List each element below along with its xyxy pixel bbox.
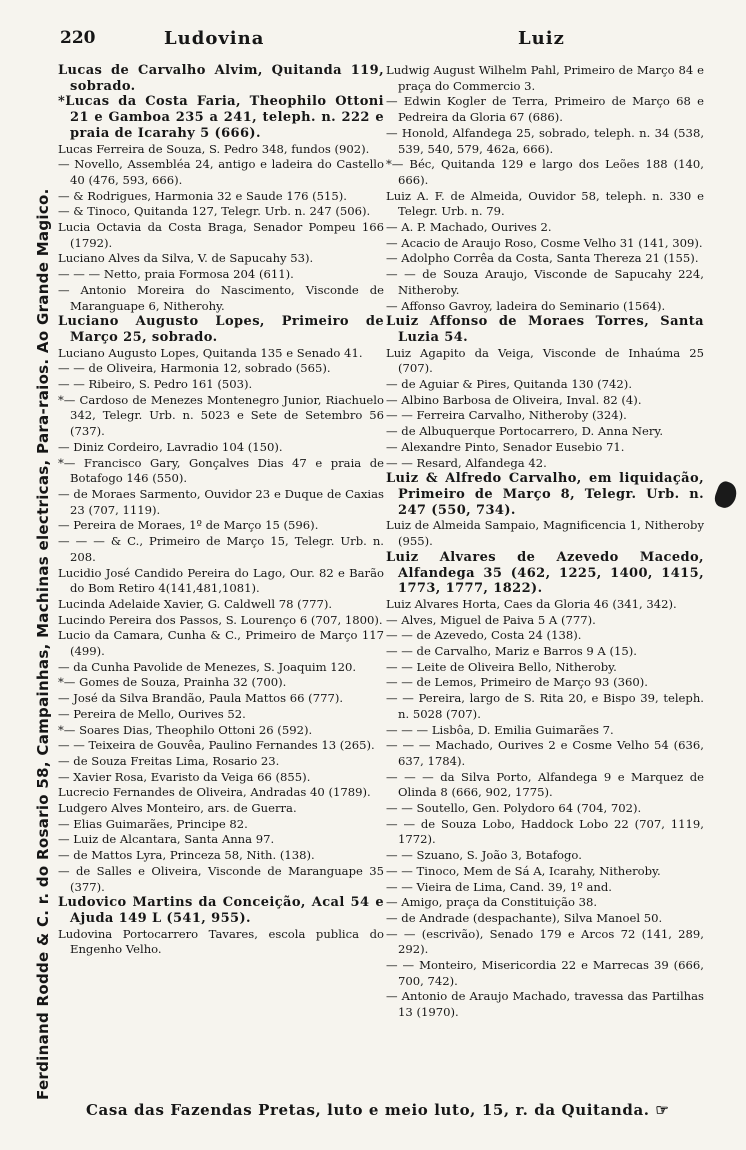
- directory-entry: — — de Oliveira, Harmonia 12, sobrado (565).: [58, 361, 331, 376]
- directory-entry: Luciano Augusto Lopes, Primeiro de Março 25, sobrado.: [58, 314, 384, 345]
- directory-entry: — — Ferreira Carvalho, Nitheroby (324).: [386, 408, 627, 423]
- directory-entry: — Xavier Rosa, Evaristo da Veiga 66 (855).: [58, 769, 311, 784]
- directory-entry: Ludwig August Wilhelm Pahl, Primeiro de Março 84 e praça do Commercio 3.: [386, 63, 704, 93]
- directory-entry: — — — Lisbôa, D. Emilia Guimarães 7.: [386, 722, 614, 737]
- directory-entry: Luiz Affonso de Moraes Torres, Santa Luzia 54.: [386, 314, 704, 345]
- directory-entry: Luiz & Alfredo Carvalho, em liquidação, Primeiro de Março 8, Telegr. Urb. n. 247 (550, 734).: [386, 471, 704, 518]
- directory-entry: — Albino Barbosa de Oliveira, Inval. 82 (4).: [386, 392, 642, 407]
- directory-entry: Lucas de Carvalho Alvim, Quitanda 119, sobrado.: [58, 63, 384, 94]
- directory-entry: Luciano Augusto Lopes, Quitanda 135 e Senado 41.: [58, 345, 363, 360]
- directory-entry: Ludovina Portocarrero Tavares, escola publica do Engenho Velho.: [58, 926, 384, 957]
- right-running-head: Luiz: [518, 28, 565, 49]
- directory-entry: *— Cardoso de Menezes Montenegro Junior, Riachuelo 342, Telegr. Urb. n. 5023 e Sete de Setembro 56 (737).: [58, 392, 384, 439]
- ink-blot: [712, 479, 740, 510]
- directory-entry: — — Pereira, largo de S. Rita 20, e Bispo 39, teleph. n. 5028 (707).: [386, 691, 704, 721]
- directory-entry: — Antonio de Araujo Machado, travessa das Partilhas 13 (1970).: [386, 989, 704, 1020]
- directory-entry: — A. P. Machado, Ourives 2.: [386, 220, 552, 235]
- directory-entry: — — de Lemos, Primeiro de Março 93 (360).: [386, 675, 648, 690]
- directory-entry: — de Mattos Lyra, Princeza 58, Nith. (138).: [58, 848, 315, 863]
- directory-entry: — — — Machado, Ourives 2 e Cosme Velho 54 (636, 637, 1784).: [386, 738, 704, 768]
- directory-entry: — Alexandre Pinto, Senador Eusebio 71.: [386, 439, 625, 454]
- directory-entry: Luiz Alvares de Azevedo Macedo, Alfandega 35 (462, 1225, 1400, 1415, 1773, 1777, 1822).: [386, 549, 704, 597]
- directory-entry: *— Soares Dias, Theophilo Ottoni 26 (592).: [58, 722, 313, 737]
- directory-entry: Ludovico Martins da Conceição, Acal 54 e Ajuda 149 L (541, 955).: [58, 895, 384, 926]
- directory-entry: — de Albuquerque Portocarrero, D. Anna Nery.: [386, 424, 664, 439]
- directory-entry: Luciano Alves da Silva, V. de Sapucahy 53).: [58, 251, 314, 266]
- directory-entry: — — (escrivão), Senado 179 e Arcos 72 (141, 289, 292).: [386, 926, 704, 957]
- directory-entry: — Diniz Cordeiro, Lavradio 104 (150).: [58, 439, 283, 454]
- directory-entry: — Luiz de Alcantara, Santa Anna 97.: [58, 832, 275, 847]
- directory-entry: — José da Silva Brandão, Paula Mattos 66 (777).: [58, 691, 344, 706]
- directory-entry: — de Aguiar & Pires, Quitanda 130 (742).: [386, 377, 633, 392]
- left-running-head: Ludovina: [164, 28, 265, 49]
- directory-entry: — — de Azevedo, Costa 24 (138).: [386, 628, 582, 643]
- directory-entry: — de Salles e Oliveira, Visconde de Maranguape 35 (377).: [58, 863, 384, 894]
- directory-entry: — Edwin Kogler de Terra, Primeiro de Março 68 e Pedreira da Gloria 67 (686).: [386, 94, 704, 125]
- page-number: 220: [60, 28, 96, 48]
- right-column: [386, 63, 704, 1021]
- directory-entry: Luiz Agapito da Veiga, Visconde de Inhaúma 25 (707).: [386, 345, 704, 376]
- left-column: [58, 63, 384, 958]
- directory-entry: — Amigo, praça da Constituição 38.: [386, 895, 598, 910]
- directory-entry: — da Cunha Pavolide de Menezes, S. Joaquim 120.: [58, 659, 357, 674]
- directory-entry: — & Rodrigues, Harmonia 32 e Saude 176 (515).: [58, 188, 347, 203]
- directory-entry: *— Béc, Quitanda 129 e largo dos Leões 188 (140, 666).: [386, 157, 704, 187]
- directory-entry: — de Andrade (despachante), Silva Manoel 50.: [386, 910, 663, 925]
- directory-entry: — — Soutello, Gen. Polydoro 64 (704, 702).: [386, 801, 642, 816]
- directory-entry: — Elias Guimarães, Principe 82.: [58, 816, 248, 831]
- directory-entry: — — Resard, Alfandega 42.: [386, 455, 547, 470]
- directory-entry: — Adolpho Corrêa da Costa, Santa Thereza 21 (155).: [386, 251, 699, 266]
- directory-entry: Lucidio José Candido Pereira do Lago, Our. 82 e Barão do Bom Retiro 4(141,481,1081).: [58, 565, 384, 596]
- directory-entry: *— Gomes de Souza, Prainha 32 (700).: [58, 675, 287, 690]
- directory-entry: — Honold, Alfandega 25, sobrado, teleph. n. 34 (538, 539, 540, 579, 462a, 666).: [386, 125, 704, 156]
- directory-entry: — Alves, Miguel de Paiva 5 A (777).: [386, 612, 596, 627]
- vertical-advertisement: Ferdinand Rodde & C. r. do Rosario 58, Campainhas, Machinas electricas, Para-raios. Ao Grande Magico.: [34, 188, 52, 1100]
- directory-entry: Lucia Octavia da Costa Braga, Senador Pompeu 166 (1792).: [58, 220, 384, 250]
- directory-entry: — Pereira de Mello, Ourives 52.: [58, 706, 246, 721]
- directory-entry: — — Ribeiro, S. Pedro 161 (503).: [58, 377, 253, 392]
- directory-entry: — — de Carvalho, Mariz e Barros 9 A (15).: [386, 644, 637, 659]
- directory-entry: Lucio da Camara, Cunha & C., Primeiro de Março 117 (499).: [58, 628, 384, 659]
- directory-entry: — — — & C., Primeiro de Março 15, Telegr. Urb. n. 208.: [58, 534, 384, 564]
- directory-entry: — Novello, Assembléa 24, antigo e ladeira do Castello 40 (476, 593, 666).: [58, 157, 384, 187]
- directory-entry: *— Francisco Gary, Gonçalves Dias 47 e praia de Botafogo 146 (550).: [58, 455, 384, 486]
- directory-entry: — Acacio de Araujo Roso, Cosme Velho 31 (141, 309).: [386, 235, 703, 250]
- directory-entry: — Affonso Gavroy, ladeira do Seminario (1564).: [386, 298, 666, 313]
- directory-entry: Luiz Alvares Horta, Caes da Gloria 46 (341, 342).: [386, 596, 677, 611]
- directory-entry: — de Moraes Sarmento, Ouvidor 23 e Duque de Caxias 23 (707, 1119).: [58, 486, 384, 517]
- directory-entry: — — Leite de Oliveira Bello, Nitheroby.: [386, 659, 617, 674]
- directory-entry: Lucinda Adelaide Xavier, G. Caldwell 78 (777).: [58, 596, 333, 611]
- directory-entry: — & Tinoco, Quitanda 127, Telegr. Urb. n. 247 (506).: [58, 204, 371, 219]
- directory-entry: — de Souza Freitas Lima, Rosario 23.: [58, 753, 280, 768]
- directory-entry: — — de Souza Araujo, Visconde de Sapucahy 224, Nitheroby.: [386, 267, 704, 297]
- directory-entry: Lucrecio Fernandes de Oliveira, Andradas 40 (1789).: [58, 785, 371, 800]
- directory-entry: — — Szuano, S. João 3, Botafogo.: [386, 848, 582, 863]
- directory-entry: — — Tinoco, Mem de Sá A, Icarahy, Nitheroby.: [386, 863, 661, 878]
- directory-entry: — Pereira de Moraes, 1º de Março 15 (596).: [58, 518, 319, 533]
- directory-entry: — — Vieira de Lima, Cand. 39, 1º and.: [386, 879, 612, 894]
- directory-entry: Lucas Ferreira de Souza, S. Pedro 348, fundos (902).: [58, 141, 370, 156]
- directory-entry: — Antonio Moreira do Nascimento, Visconde de Maranguape 6, Nitherohy.: [58, 282, 384, 313]
- directory-entry: — — Monteiro, Misericordia 22 e Marrecas 39 (666, 700, 742).: [386, 958, 704, 988]
- footer-advertisement: Casa das Fazendas Pretas, luto e meio luto, 15, r. da Quitanda. ☞: [86, 1101, 670, 1119]
- directory-entry: *Lucas da Costa Faria, Theophilo Ottoni 21 e Gamboa 235 a 241, teleph. n. 222 e praia de Icarahy 5 (666).: [58, 94, 384, 141]
- directory-entry: — — de Souza Lobo, Haddock Lobo 22 (707, 1119, 1772).: [386, 816, 704, 847]
- directory-entry: — — Teixeira de Gouvêa, Paulino Fernandes 13 (265).: [58, 738, 375, 753]
- directory-entry: Luiz de Almeida Sampaio, Magnificencia 1, Nitheroby (955).: [386, 518, 704, 549]
- directory-entry: — — — da Silva Porto, Alfandega 9 e Marquez de Olinda 8 (666, 902, 1775).: [386, 769, 704, 800]
- directory-entry: Ludgero Alves Monteiro, ars. de Guerra.: [58, 801, 297, 816]
- directory-entry: — — — Netto, praia Formosa 204 (611).: [58, 267, 294, 282]
- directory-entry: Luiz A. F. de Almeida, Ouvidor 58, teleph. n. 330 e Telegr. Urb. n. 79.: [386, 188, 704, 219]
- directory-entry: Lucindo Pereira dos Passos, S. Lourenço 6 (707, 1800).: [58, 612, 383, 627]
